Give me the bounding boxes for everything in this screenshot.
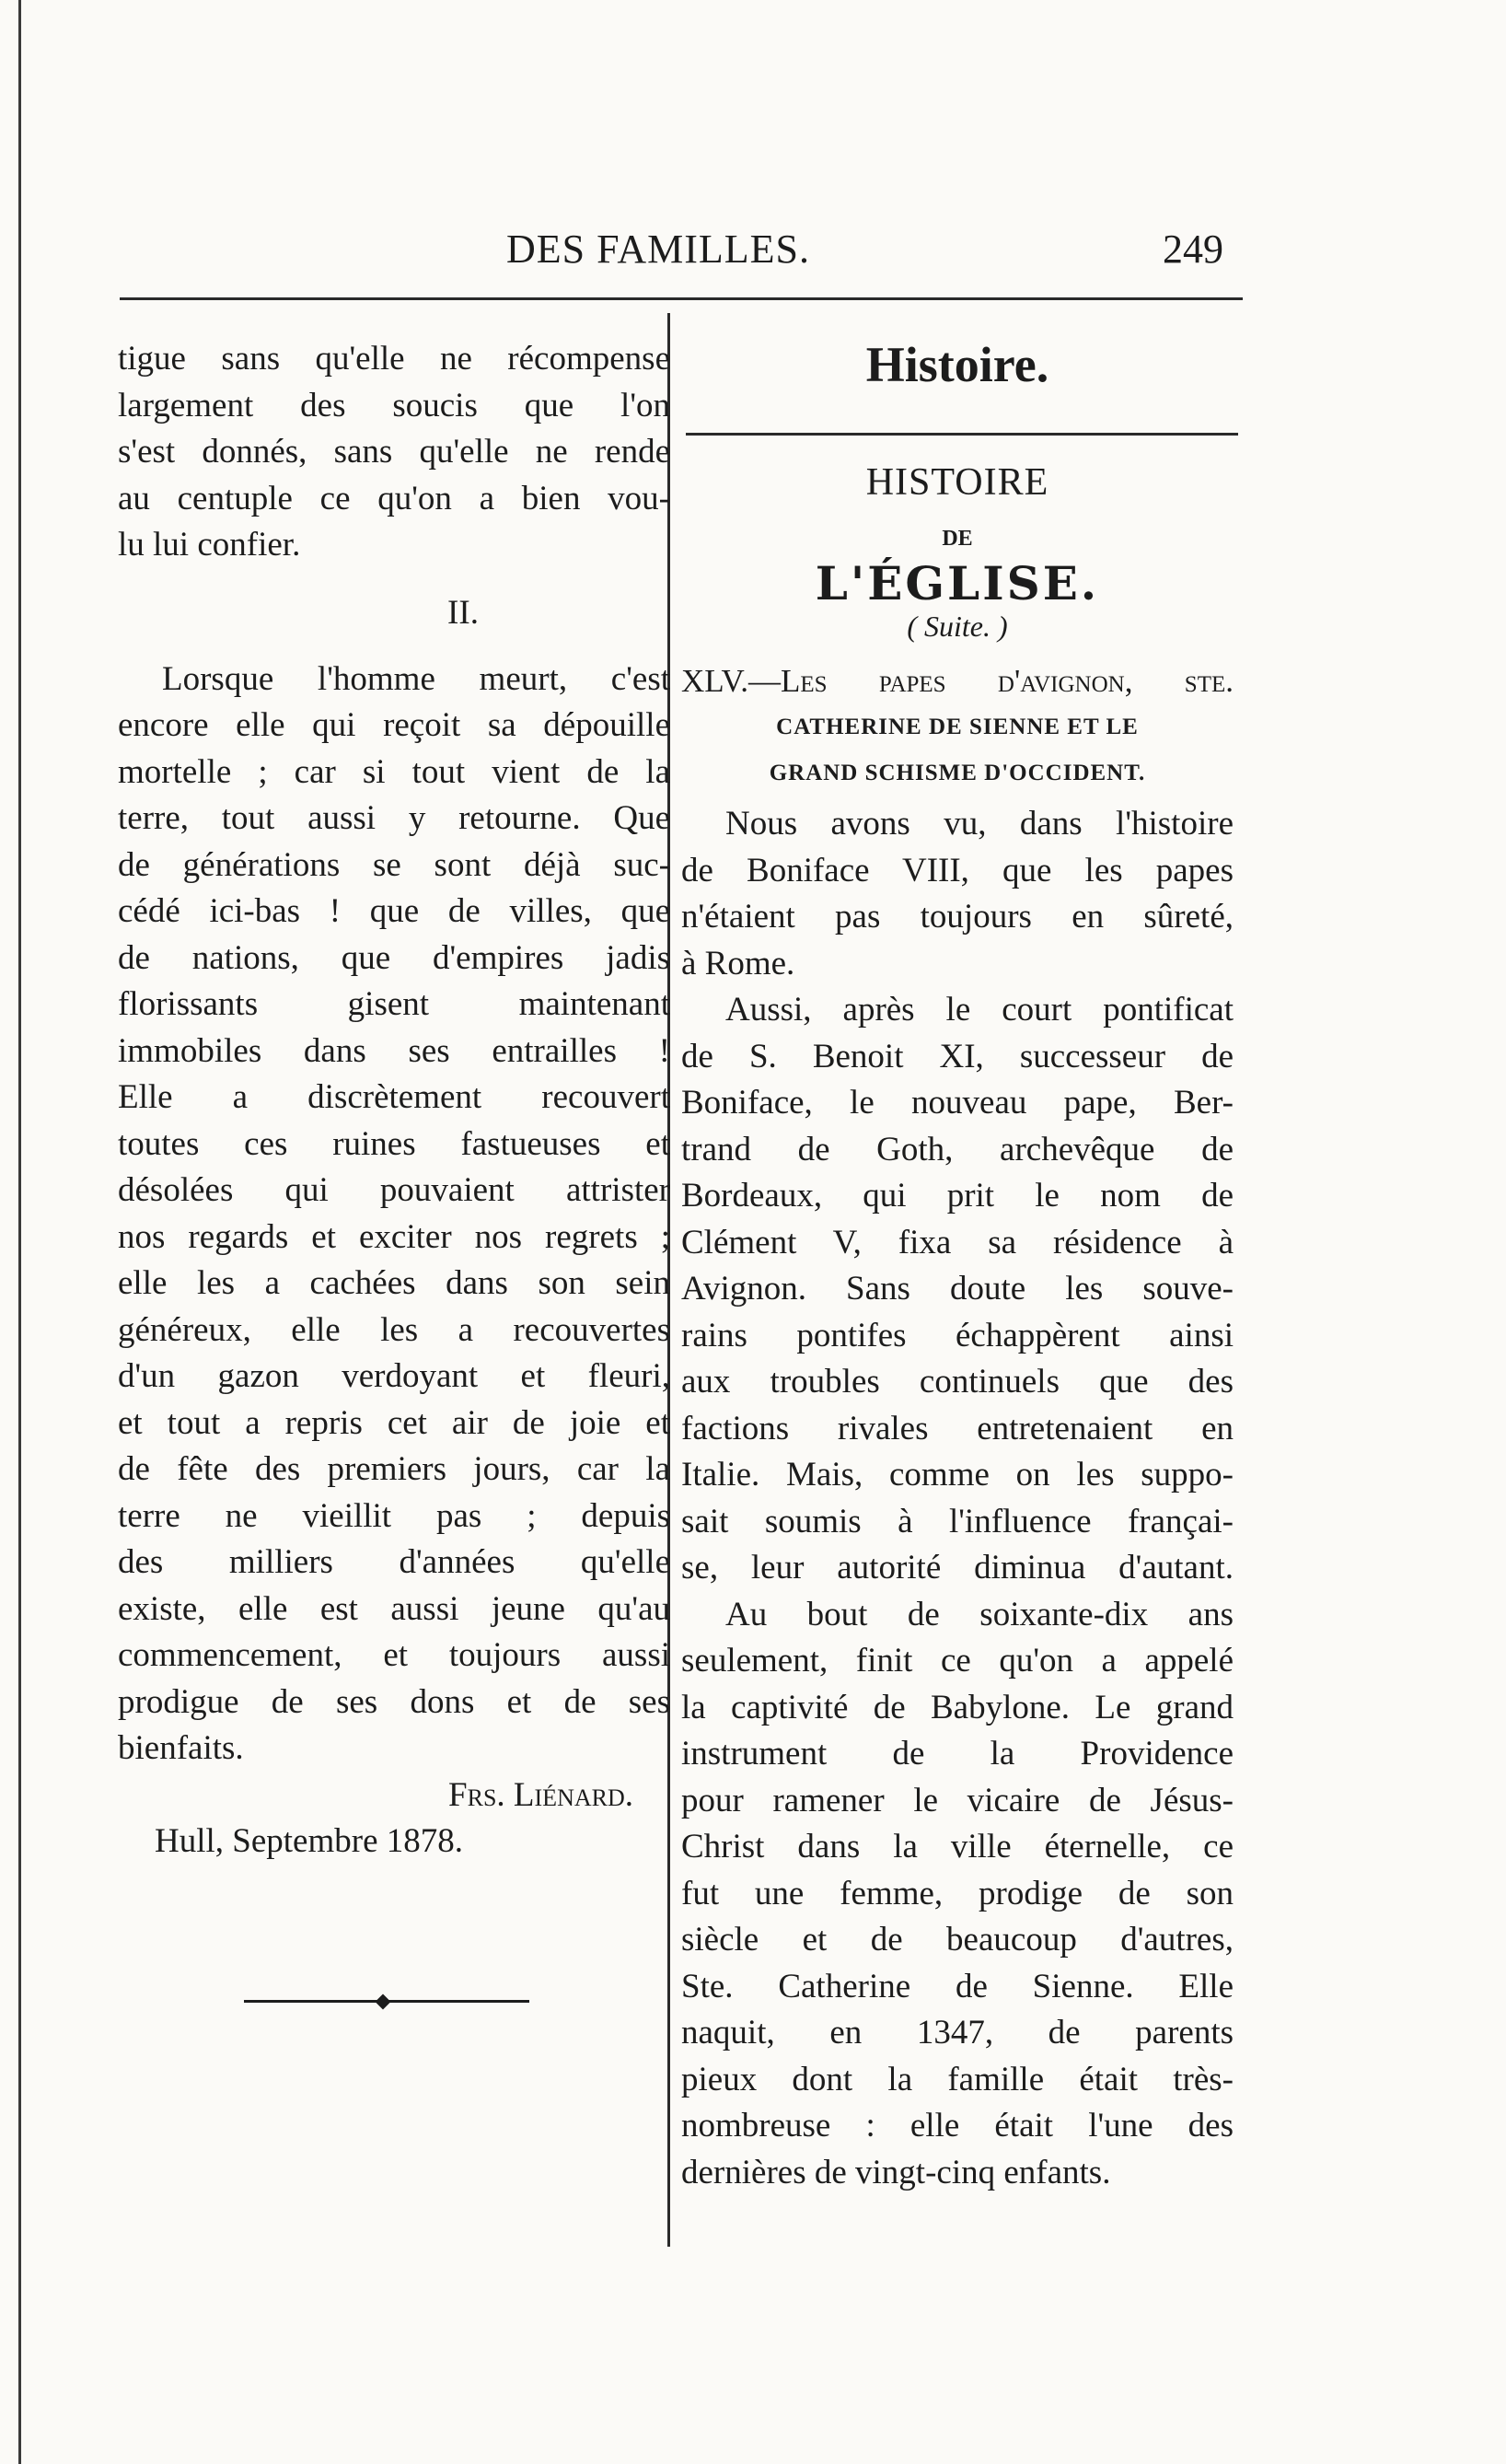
right-column-body xyxy=(681,801,1234,2196)
text-line: au centuple ce qu'on a bien vou- xyxy=(118,479,670,517)
text-line: à Rome. xyxy=(681,944,795,982)
text-line: Italie. Mais, comme on les suppo- xyxy=(681,1456,1234,1494)
text-line: largement des soucis que l'on xyxy=(118,386,670,424)
text-line: des milliers d'années qu'elle xyxy=(118,1543,670,1581)
text-line: se, leur autorité diminua d'autant. xyxy=(681,1549,1234,1586)
text-line: terre, tout aussi y retourne. Que xyxy=(118,799,670,837)
article-title: HISTOIRE xyxy=(865,461,1049,504)
text-line: trand de Goth, archevêque de xyxy=(681,1130,1234,1168)
text-line: Ste. Catherine de Sienne. Elle xyxy=(681,1967,1234,2005)
chapter-heading-line: XLV.—Les papes d'avignon, ste. xyxy=(681,663,1234,699)
running-title: DES FAMILLES. xyxy=(506,227,810,272)
section-number: II. xyxy=(447,593,479,632)
article-subject: L'ÉGLISE. xyxy=(815,556,1100,610)
header-rule xyxy=(120,297,1243,300)
chapter-heading-line: GRAND SCHISME D'OCCIDENT. xyxy=(769,761,1146,785)
text-line: terre ne vieillit pas ; depuis xyxy=(118,1496,670,1535)
text-line: s'est donnés, sans qu'elle ne rende xyxy=(118,433,670,471)
text-line: naquit, en 1347, de parents xyxy=(681,2014,1234,2051)
text-line: instrument de la Providence xyxy=(681,1735,1234,1772)
text-line: Avignon. Sans doute les souve- xyxy=(681,1270,1234,1308)
text-line: lu lui confier. xyxy=(118,526,301,564)
text-line: factions rivales entretenaient en xyxy=(681,1409,1234,1447)
paragraph xyxy=(118,336,670,569)
text-line: existe, elle est aussi jeune qu'au xyxy=(118,1589,670,1628)
text-line: Aussi, après le court pontificat xyxy=(725,991,1234,1029)
text-line: Elle a discrètement recouvert xyxy=(118,1078,670,1116)
ornament-diamond xyxy=(376,1994,391,2010)
text-line: Christ dans la ville éternelle, ce xyxy=(681,1828,1234,1865)
paragraph xyxy=(118,657,670,1772)
text-line: Clément V, fixa sa résidence à xyxy=(681,1223,1234,1261)
text-line: d'un gazon verdoyant et fleuri, xyxy=(118,1357,670,1395)
text-line: Boniface, le nouveau pape, Ber- xyxy=(681,1084,1234,1122)
text-line: de S. Benoit XI, successeur de xyxy=(681,1037,1234,1075)
text-line: cédé ici-bas ! que de villes, que xyxy=(118,892,670,930)
text-line: n'étaient pas toujours en sûreté, xyxy=(681,898,1234,936)
text-line: la captivité de Babylone. Le grand xyxy=(681,1688,1234,1726)
text-line: commencement, et toujours aussi xyxy=(118,1636,670,1674)
text-line: seulement, finit ce qu'on a appelé xyxy=(681,1642,1234,1679)
text-line: bienfaits. xyxy=(118,1729,244,1767)
text-line: prodigue de ses dons et de ses xyxy=(118,1682,670,1721)
text-line: Nous avons vu, dans l'histoire xyxy=(725,805,1234,843)
text-line: généreux, elle les a recouvertes xyxy=(118,1310,670,1349)
text-line: de Boniface VIII, que les papes xyxy=(681,851,1234,889)
text-line: aux troubles continuels que des xyxy=(681,1363,1234,1401)
section-rule xyxy=(686,433,1238,436)
text-line: tigue sans qu'elle ne récompense xyxy=(118,340,670,378)
text-line: désolées qui pouvaient attrister xyxy=(118,1171,670,1209)
text-line: pieux dont la famille était très- xyxy=(681,2060,1234,2098)
text-line: fut une femme, prodige de son xyxy=(681,1874,1234,1912)
text-line: elle les a cachées dans son sein xyxy=(118,1264,670,1302)
text-line: toutes ces ruines fastueuses et xyxy=(118,1124,670,1163)
text-line: nos regards et exciter nos regrets ; xyxy=(118,1217,670,1256)
place-date: Hull, Septembre 1878. xyxy=(155,1822,464,1860)
text-line: de générations se sont déjà suc- xyxy=(118,845,670,884)
text-line: dernières de vingt-cinq enfants. xyxy=(681,2153,1111,2191)
text-line: Au bout de soixante-dix ans xyxy=(725,1595,1234,1633)
text-line: nombreuse : elle était l'une des xyxy=(681,2107,1234,2144)
text-line: Bordeaux, qui prit le nom de xyxy=(681,1177,1234,1215)
text-line: encore elle qui reçoit sa dépouille xyxy=(118,706,670,744)
text-line: immobiles dans ses entrailles ! xyxy=(118,1031,670,1070)
text-line: mortelle ; car si tout vient de la xyxy=(118,752,670,791)
text-line: sait soumis à l'influence françai- xyxy=(681,1502,1234,1540)
left-column xyxy=(118,336,670,1865)
article-title-de: DE xyxy=(942,527,973,551)
article-suite: ( Suite. ) xyxy=(907,610,1008,643)
text-line: de nations, que d'empires jadis xyxy=(118,938,670,977)
section-heading: Histoire. xyxy=(865,337,1049,392)
text-line: rains pontifes échappèrent ainsi xyxy=(681,1316,1234,1354)
text-line: pour ramener le vicaire de Jésus- xyxy=(681,1781,1234,1819)
text-line: de fête des premiers jours, car la xyxy=(118,1450,670,1488)
author-signature: Frs. Liénard. xyxy=(448,1775,633,1814)
chapter-heading xyxy=(681,658,1234,796)
text-line: Lorsque l'homme meurt, c'est xyxy=(162,659,670,698)
page-number: 249 xyxy=(1163,227,1223,272)
ornament-rule xyxy=(244,1996,529,2005)
text-line: et tout a repris cet air de joie et xyxy=(118,1403,670,1442)
text-line: florissants gisent maintenant xyxy=(118,985,670,1023)
chapter-heading-line: CATHERINE DE SIENNE ET LE xyxy=(776,715,1139,739)
text-line: siècle et de beaucoup d'autres, xyxy=(681,1921,1234,1958)
page-left-edge xyxy=(18,0,21,2464)
